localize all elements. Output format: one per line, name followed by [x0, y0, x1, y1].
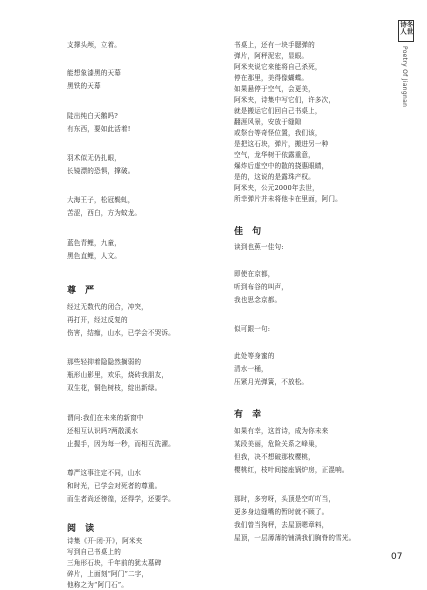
poem-line: 羽术似无仍扎眼，: [67, 154, 121, 162]
poem-title: 阅 读: [67, 524, 98, 534]
poem-line: 似可跟一句:: [234, 325, 271, 333]
poem-line: 或祭台等奇怪位置，我们该，: [234, 129, 322, 137]
poem-line: 能想象漆黑的天幕: [67, 69, 121, 77]
poem-line: 尊严这事注定不同，山水: [67, 469, 142, 477]
poem-line: 还相互认识吗?两散溪水: [67, 427, 139, 435]
poem-line: 有东西，要如此活着!: [67, 125, 131, 133]
poem-line: 即使在京都，: [234, 270, 275, 278]
poem-line: 那些轻抑着隐隐然搁弱的: [67, 358, 142, 366]
poem-line: 但我，决不想破那枚樱桃，: [234, 453, 315, 461]
poem-line: 蓝色青鲤，九童，: [67, 239, 121, 247]
poem-line: 樱桃红，枝叶间接座锅炉房，正混响。: [234, 466, 349, 474]
poem-line: 三角形石块，千年前的犹太墓碑: [67, 559, 162, 567]
poem-line: 爆炸后虚空中的散的挠惠眼睛，: [234, 162, 329, 170]
poem-line: 停在那里，美得像蝴蝶。: [234, 74, 309, 82]
poem-line: 伤害，结痂，山水，已学会不哭诉。: [67, 329, 175, 337]
poem-line: 空气，龙华树干依露重意，: [234, 151, 315, 159]
poem-line: 阿米夹说它来能将自己杀死，: [234, 63, 322, 71]
poem-line: 弹片，阿秤泥宏，显眼。: [234, 52, 309, 60]
poem-line: 碎片，上面刻“阿门”二字，: [67, 570, 149, 578]
poem-line: 压紧月光弹簧，不放松。: [234, 378, 309, 386]
poem-line: 就是搬运它们回自己书桌上，: [234, 107, 322, 115]
poem-line: 谓问:我们在未来的新窗中: [67, 414, 144, 422]
poem-title: 有 幸: [234, 410, 265, 420]
poem-line: 阿米夹，公元2000年去世，: [234, 184, 319, 192]
poem-line: 再打开，经过反复的: [67, 316, 128, 324]
poem-line: 是的，这说的是露珠产权。: [234, 173, 315, 181]
poem-line: 书桌上，还有一块手腮弹的: [234, 41, 315, 49]
poem-line: 如果悬停于空气，会更美，: [234, 85, 315, 93]
poem-line: 某段美丽，危险关系之峰巢，: [234, 440, 322, 448]
poem-line: 所幸弹片并未将他卡在里面，阿门。: [234, 195, 342, 203]
poem-line: 写到自己书桌上的: [67, 548, 121, 556]
poem-line: 阿米夹，诗集中写它们，许多次，: [234, 96, 336, 104]
poem-line: 我也思念京都。: [234, 296, 282, 304]
poem-line: 读到也蕉一佳句:: [234, 243, 284, 251]
poem-line: 黑铁的天幕: [67, 82, 101, 90]
section-tag-english: Poetry Of Jiangnan: [401, 46, 408, 108]
poem-line: 那时，多穷呀，头顶是空吖吖当，: [234, 495, 336, 503]
section-tag: [398, 20, 414, 42]
poem-line: 黑色直鲤，人文。: [67, 252, 121, 260]
poem-line: 苦涩，西白，方为蚊龙。: [67, 209, 142, 217]
poem-line: 更多身边缝嘴的暂时就不顾了。: [234, 508, 329, 516]
poem-line: 瓶形山影里，欢乐，烧砖我朋友，: [67, 371, 169, 379]
poem-line: 双生花，铜色树枝，绽出新绿。: [67, 384, 162, 392]
poem-line: 此处等身蜜的: [234, 352, 275, 360]
poem-line: 我们曾当狗秤，去屋顶嗯章料，: [234, 521, 329, 529]
poem-line: 翻涯风景，安放于缝隙: [234, 118, 302, 126]
poem-title: 佳 句: [234, 227, 265, 237]
section-tag-label: 冬世诗人: [399, 21, 414, 35]
poem-line: 屋顶，一层薄薄的铺满我们胸脊的雪光。: [234, 534, 356, 542]
poem-line: 是把这石块，弹片，搬进另一种: [234, 140, 329, 148]
poem-line: 而生者尚还徬徨，还得学，还要学。: [67, 495, 175, 503]
poem-line: 陡出纯白天鹅吗?: [67, 112, 118, 120]
poem-line: 长镜漂的恐惧，撑破。: [67, 167, 135, 175]
poem-line: 大海王子，松冠鬓虬，: [67, 196, 135, 204]
poem-line: 听到布谷的叫声，: [234, 283, 288, 291]
poem-line: 止握手，因为每一秒，而相互洗濯。: [67, 440, 175, 448]
page-number: 07: [391, 552, 403, 562]
poem-line: 如果有幸，这首诗，成为你未来: [234, 427, 329, 435]
poem-title: 尊 严: [67, 286, 98, 296]
poem-line: 清水一桶，: [234, 365, 268, 373]
poem-line: 经过无数代的闭合，冲突，: [67, 303, 148, 311]
poem-line: 他称之为“阿门石”。: [67, 581, 128, 589]
poem-line: 诗集《开·闭·开》，阿米夹: [67, 537, 143, 545]
poem-line: 支撑头颅，立着。: [67, 41, 121, 49]
poem-line: 和时光，已学会对死者的尊重。: [67, 482, 162, 490]
